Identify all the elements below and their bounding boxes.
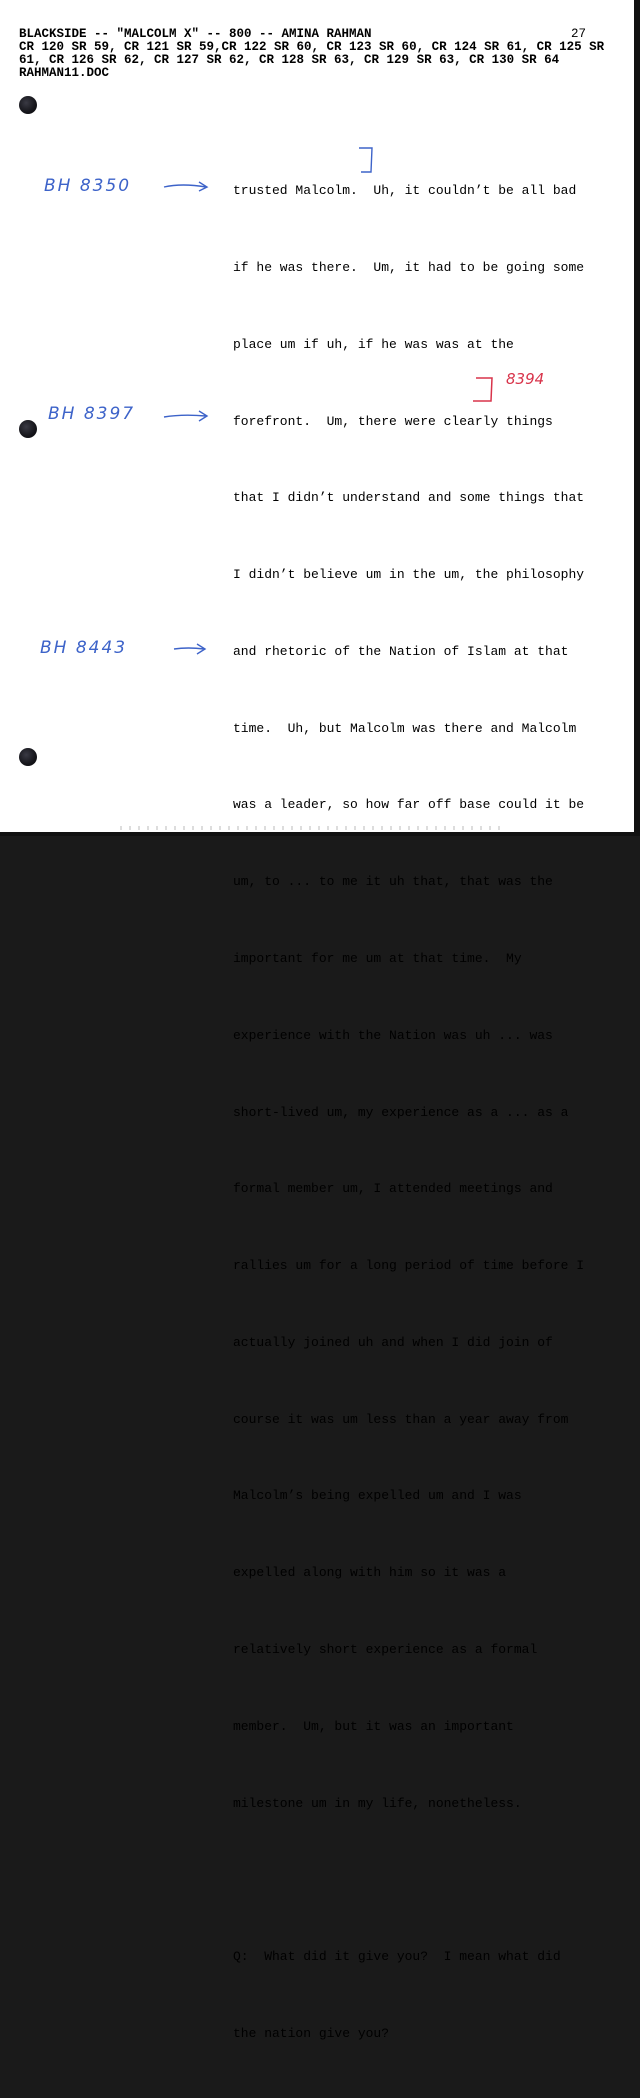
- page-number: 27: [571, 27, 587, 41]
- margin-note-3: BH 8443: [40, 638, 128, 658]
- header-timecodes-line1: CR 120 SR 59, CR 121 SR 59,CR 122 SR 60, CR 123 SR 60, CR 124 SR 61, CR 125 SR: [19, 40, 605, 54]
- transcript-line: member. Um, but it was an important: [233, 1718, 514, 1734]
- header-title: BLACKSIDE -- "MALCOLM X" -- 800 -- AMINA RAHMAN: [19, 27, 372, 41]
- transcript-line: if he was there. Um, it had to be going some: [233, 259, 585, 275]
- transcript-line: expelled along with him so it was a: [233, 1565, 507, 1581]
- transcript-line: was a leader, so how far off base could it be: [233, 797, 585, 813]
- transcript-line: [233, 1867, 584, 1893]
- transcript-line: formal member um, I attended meetings and: [233, 1181, 553, 1197]
- transcript-line: time. Uh, but Malcolm was there and Malcolm: [233, 720, 577, 736]
- transcript-line: rallies um for a long period of time before I: [233, 1258, 585, 1274]
- question-line: Q: What did it give you? I mean what did: [233, 1949, 561, 1965]
- transcript-line: short-lived um, my experience as a ... as a: [233, 1104, 569, 1120]
- transcript-line: trusted Malcolm. Uh, it couldn’t be all bad: [233, 183, 577, 199]
- punch-hole-bottom: [19, 748, 37, 766]
- transcript-line: um, to ... to me it uh that, that was the: [233, 874, 553, 890]
- arrow-icon: [162, 410, 210, 422]
- margin-note-2: BH 8397: [48, 404, 136, 424]
- transcript-line: I didn’t believe um in the um, the philosophy: [233, 567, 585, 583]
- scan-noise: [120, 826, 500, 830]
- margin-note-1: BH 8350: [44, 176, 132, 196]
- punch-hole-top: [19, 96, 37, 114]
- punch-hole-middle: [19, 420, 37, 438]
- red-bracket-mark: [470, 374, 500, 404]
- transcript-line: and rhetoric of the Nation of Islam at that: [233, 643, 569, 659]
- transcript-line: forefront. Um, there were clearly things: [233, 413, 553, 429]
- red-note: 8394: [506, 370, 545, 388]
- transcript-line: relatively short experience as a formal: [233, 1642, 538, 1658]
- transcript-line: that I didn’t understand and some things that: [233, 490, 585, 506]
- arrow-icon: [162, 180, 210, 192]
- scan-edge-bottom: [0, 832, 640, 836]
- question-line: the nation give you?: [233, 2025, 390, 2041]
- transcript-line: experience with the Nation was uh ... was: [233, 1027, 553, 1043]
- transcript-line: important for me um at that time. My: [233, 951, 522, 966]
- blue-bracket-mark: [355, 146, 377, 176]
- transcript-line: place um if uh, if he was was at the: [233, 336, 514, 352]
- transcript-body: [233, 127, 584, 2098]
- transcript-line: milestone um in my life, nonetheless.: [233, 1795, 522, 1811]
- scan-edge-right: [634, 0, 640, 836]
- arrow-icon: [172, 643, 208, 655]
- transcript-line: Malcolm’s being expelled um and I was: [233, 1488, 522, 1504]
- transcript-line: actually joined uh and when I did join of: [233, 1334, 553, 1350]
- header-timecodes-line2: 61, CR 126 SR 62, CR 127 SR 62, CR 128 SR 63, CR 129 SR 63, CR 130 SR 64: [19, 53, 560, 67]
- header-filename: RAHMAN11.DOC: [19, 66, 110, 80]
- transcript-line: course it was um less than a year away from: [233, 1411, 569, 1427]
